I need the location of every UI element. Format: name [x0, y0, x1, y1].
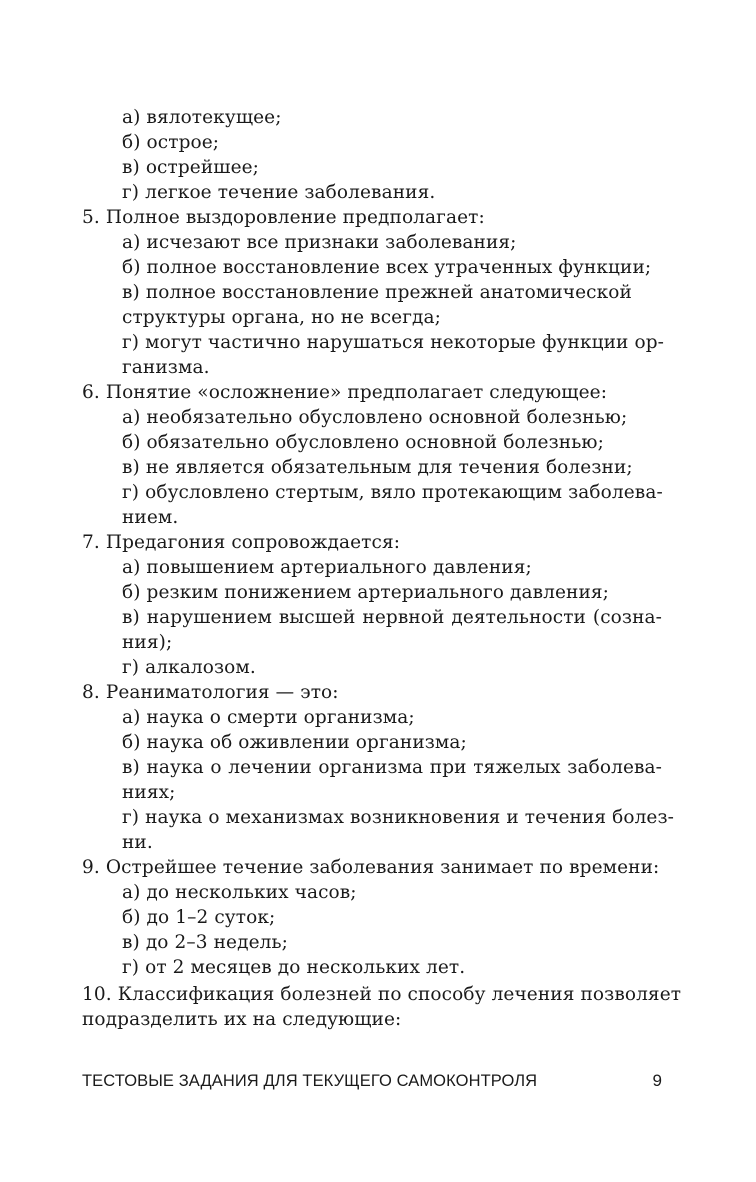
answer-option: в) острейшее;: [122, 157, 259, 178]
answer-option: г) наука о механизмах возникновения и течения болез-: [122, 807, 675, 828]
answer-option: г) алкалозом.: [122, 657, 256, 678]
question-7: 7. Предагония сопровождается:: [82, 532, 401, 553]
answer-option: г) от 2 месяцев до нескольких лет.: [122, 957, 466, 978]
page-number: 9: [652, 1071, 662, 1090]
answer-option-continuation: нием.: [122, 507, 179, 528]
answer-option: б) резким понижением артериального давления;: [122, 582, 610, 603]
answer-option: б) до 1–2 суток;: [122, 907, 276, 928]
answer-option: а) вялотекущее;: [122, 107, 282, 128]
question-5: 5. Полное выздоровление предполагает:: [82, 207, 485, 228]
answer-option: а) необязательно обусловлено основной болезнью;: [122, 407, 628, 428]
answer-option: а) до нескольких часов;: [122, 882, 357, 903]
answer-option-continuation: структуры органа, но не всегда;: [122, 307, 441, 328]
answer-option: г) легкое течение заболевания.: [122, 182, 436, 203]
answer-option: б) острое;: [122, 132, 220, 153]
answer-option: а) исчезают все признаки заболевания;: [122, 232, 517, 253]
answer-option-continuation: ния);: [122, 632, 173, 653]
answer-option: б) обязательно обусловлено основной болезнью;: [122, 432, 604, 453]
answer-option: в) нарушением высшей нервной деятельности (созна-: [122, 607, 662, 628]
answer-option-continuation: ни.: [122, 832, 153, 853]
answer-option: а) наука о смерти организма;: [122, 707, 415, 728]
answer-option: в) не является обязательным для течения болезни;: [122, 457, 633, 478]
answer-option: в) полное восстановление прежней анатомической: [122, 282, 632, 303]
answer-option: в) наука о лечении организма при тяжелых заболева-: [122, 757, 662, 778]
answer-option: б) наука об оживлении организма;: [122, 732, 467, 753]
running-footer-title: ТЕСТОВЫЕ ЗАДАНИЯ ДЛЯ ТЕКУЩЕГО САМОКОНТРОЛЯ: [82, 1072, 538, 1090]
answer-option-continuation: ганизма.: [122, 357, 210, 378]
question-9: 9. Острейшее течение заболевания занимает по времени:: [82, 857, 660, 878]
answer-option: г) могут частично нарушаться некоторые функции ор-: [122, 332, 664, 353]
question-8: 8. Реаниматология — это:: [82, 682, 339, 703]
answer-option: б) полное восстановление всех утраченных функции;: [122, 257, 652, 278]
question-10: 10. Классификация болезней по способу лечения позволяет: [82, 984, 682, 1005]
answer-option: в) до 2–3 недель;: [122, 932, 288, 953]
question-10-continuation: подразделить их на следующие:: [82, 1009, 402, 1030]
answer-option-continuation: ниях;: [122, 782, 176, 803]
answer-option: а) повышением артериального давления;: [122, 557, 532, 578]
question-6: 6. Понятие «осложнение» предполагает следующее:: [82, 382, 608, 403]
answer-option: г) обусловлено стертым, вяло протекающим заболева-: [122, 482, 663, 503]
